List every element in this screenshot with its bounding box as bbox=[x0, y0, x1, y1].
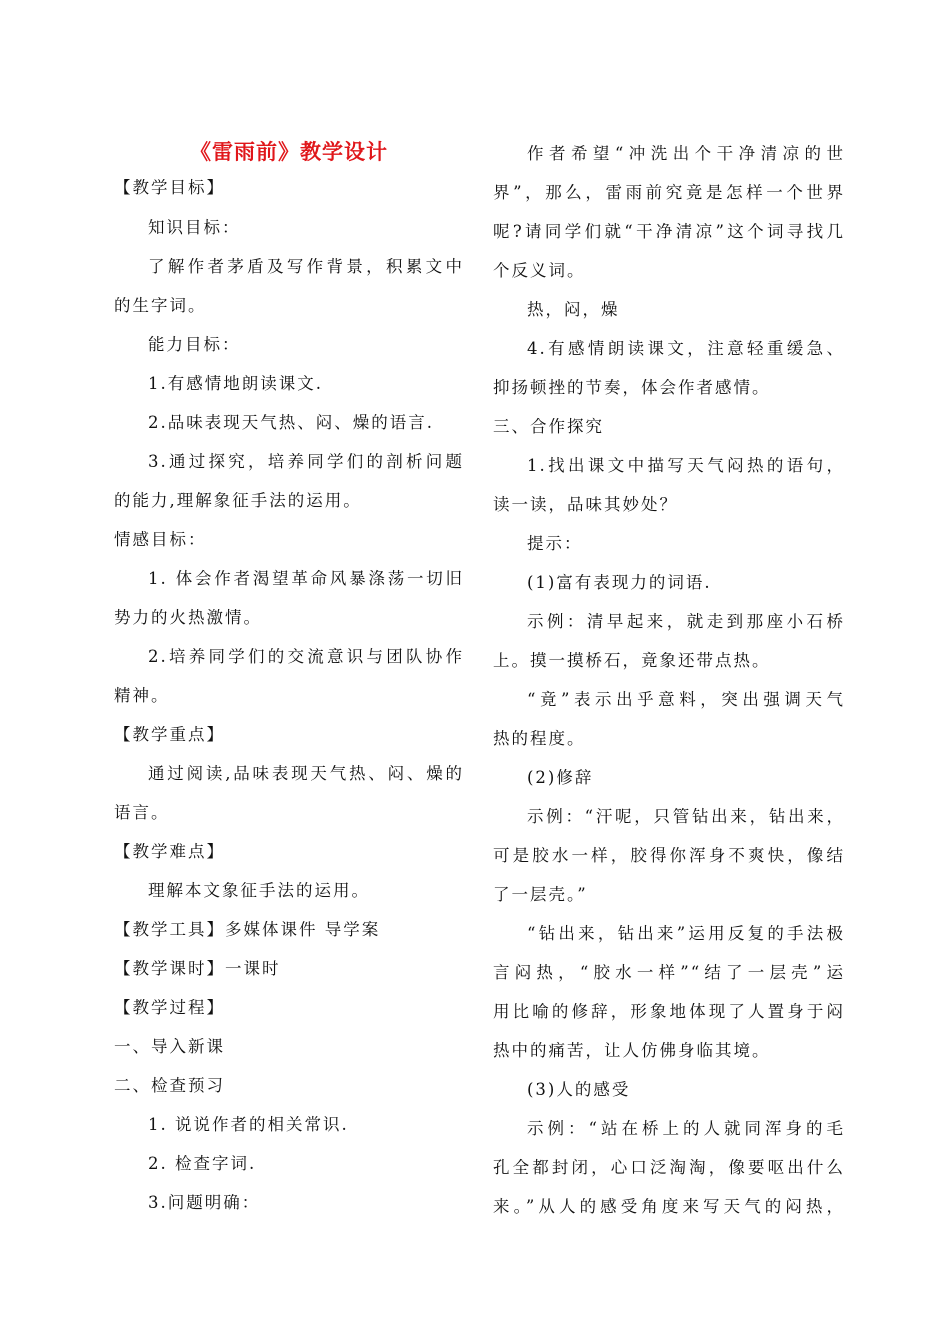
heading-teaching-process: 【教学过程】 bbox=[114, 998, 225, 1017]
document-title: 《雷雨前》教学设计 bbox=[190, 140, 388, 164]
paragraph: 的生字词。 bbox=[114, 296, 207, 315]
paragraph: 作者希望“冲洗出个干净清凉的世 bbox=[527, 144, 845, 163]
paragraph: 理解本文象征手法的运用。 bbox=[148, 881, 370, 900]
paragraph: 示例：“站在桥上的人就同浑身的毛 bbox=[527, 1119, 845, 1138]
heading-teaching-tools: 【教学工具】多媒体课件 导学案 bbox=[114, 920, 381, 939]
paragraph: 可是胶水一样，胶得你浑身不爽快，像结 bbox=[493, 846, 845, 865]
paragraph: 精神。 bbox=[114, 686, 170, 705]
paragraph: 通过阅读,品味表现天气热、闷、燥的 bbox=[148, 764, 464, 783]
paragraph: 了解作者茅盾及写作背景，积累文中 bbox=[148, 257, 464, 276]
paragraph: 来。”从人的感受角度来写天气的闷热， bbox=[493, 1197, 845, 1216]
paragraph: 界”，那么，雷雨前究竟是怎样一个世界 bbox=[493, 183, 845, 202]
paragraph: 1. 体会作者渴望革命风暴涤荡一切旧 bbox=[148, 569, 464, 588]
heading-teaching-hours: 【教学课时】一课时 bbox=[114, 959, 281, 978]
paragraph: 二、检查预习 bbox=[114, 1076, 225, 1095]
paragraph: (2)修辞 bbox=[527, 768, 594, 787]
paragraph: 1.有感情地朗读课文. bbox=[148, 374, 323, 393]
paragraph: 2. 检查字词. bbox=[148, 1154, 257, 1173]
paragraph: 热的程度。 bbox=[493, 729, 586, 748]
heading-cooperative-inquiry: 三、合作探究 bbox=[493, 417, 604, 436]
paragraph: 读一读，品味其妙处？ bbox=[493, 495, 678, 514]
paragraph: 抑扬顿挫的节奏，体会作者感情。 bbox=[493, 378, 771, 397]
paragraph: 示例：“汗呢，只管钻出来，钻出来， bbox=[527, 807, 845, 826]
paragraph: 热中的痛苦，让人仿佛身临其境。 bbox=[493, 1041, 771, 1060]
paragraph: 示例：清早起来，就走到那座小石桥 bbox=[527, 612, 845, 631]
paragraph: 孔全都封闭，心口泛淘淘，像要呕出什么 bbox=[493, 1158, 845, 1177]
paragraph: 1.找出课文中描写天气闷热的语句， bbox=[527, 456, 845, 475]
paragraph: (1)富有表现力的词语. bbox=[527, 573, 712, 592]
paragraph: 的能力,理解象征手法的运用。 bbox=[114, 491, 362, 510]
heading-teaching-focus: 【教学重点】 bbox=[114, 725, 225, 744]
heading-teaching-difficulty: 【教学难点】 bbox=[114, 842, 225, 861]
paragraph: (3)人的感受 bbox=[527, 1080, 631, 1099]
paragraph: 提示： bbox=[527, 534, 583, 553]
paragraph: 知识目标： bbox=[148, 218, 241, 237]
paragraph: 2.培养同学们的交流意识与团队协作 bbox=[148, 647, 464, 666]
paragraph: 用比喻的修辞，形象地体现了人置身于闷 bbox=[493, 1002, 845, 1021]
paragraph: 4.有感情朗读课文，注意轻重缓急、 bbox=[527, 339, 845, 358]
paragraph: 2.品味表现天气热、闷、燥的语言. bbox=[148, 413, 434, 432]
heading-teaching-goals: 【教学目标】 bbox=[114, 178, 225, 197]
paragraph: “钻出来，钻出来”运用反复的手法极 bbox=[527, 924, 845, 943]
paragraph: 3.问题明确： bbox=[148, 1193, 261, 1212]
paragraph: 势力的火热激情。 bbox=[114, 608, 262, 627]
paragraph: 一、导入新课 bbox=[114, 1037, 225, 1056]
paragraph: 个反义词。 bbox=[493, 261, 586, 280]
paragraph: 1. 说说作者的相关常识. bbox=[148, 1115, 349, 1134]
paragraph: 言闷热，“胶水一样”“结了一层壳”运 bbox=[493, 963, 845, 982]
paragraph: 呢?请同学们就“干净清凉”这个词寻找几 bbox=[493, 222, 845, 241]
paragraph: 了一层壳。” bbox=[493, 885, 588, 904]
paragraph: 3.通过探究，培养同学们的剖析问题 bbox=[148, 452, 464, 471]
paragraph: 热，闷，燥 bbox=[527, 300, 620, 319]
paragraph: 上。摸一摸桥石，竟象还带点热。 bbox=[493, 651, 771, 670]
paragraph: 情感目标： bbox=[114, 530, 207, 549]
paragraph: 能力目标： bbox=[148, 335, 241, 354]
paragraph: “竟”表示出乎意料，突出强调天气 bbox=[527, 690, 845, 709]
paragraph: 语言。 bbox=[114, 803, 170, 822]
